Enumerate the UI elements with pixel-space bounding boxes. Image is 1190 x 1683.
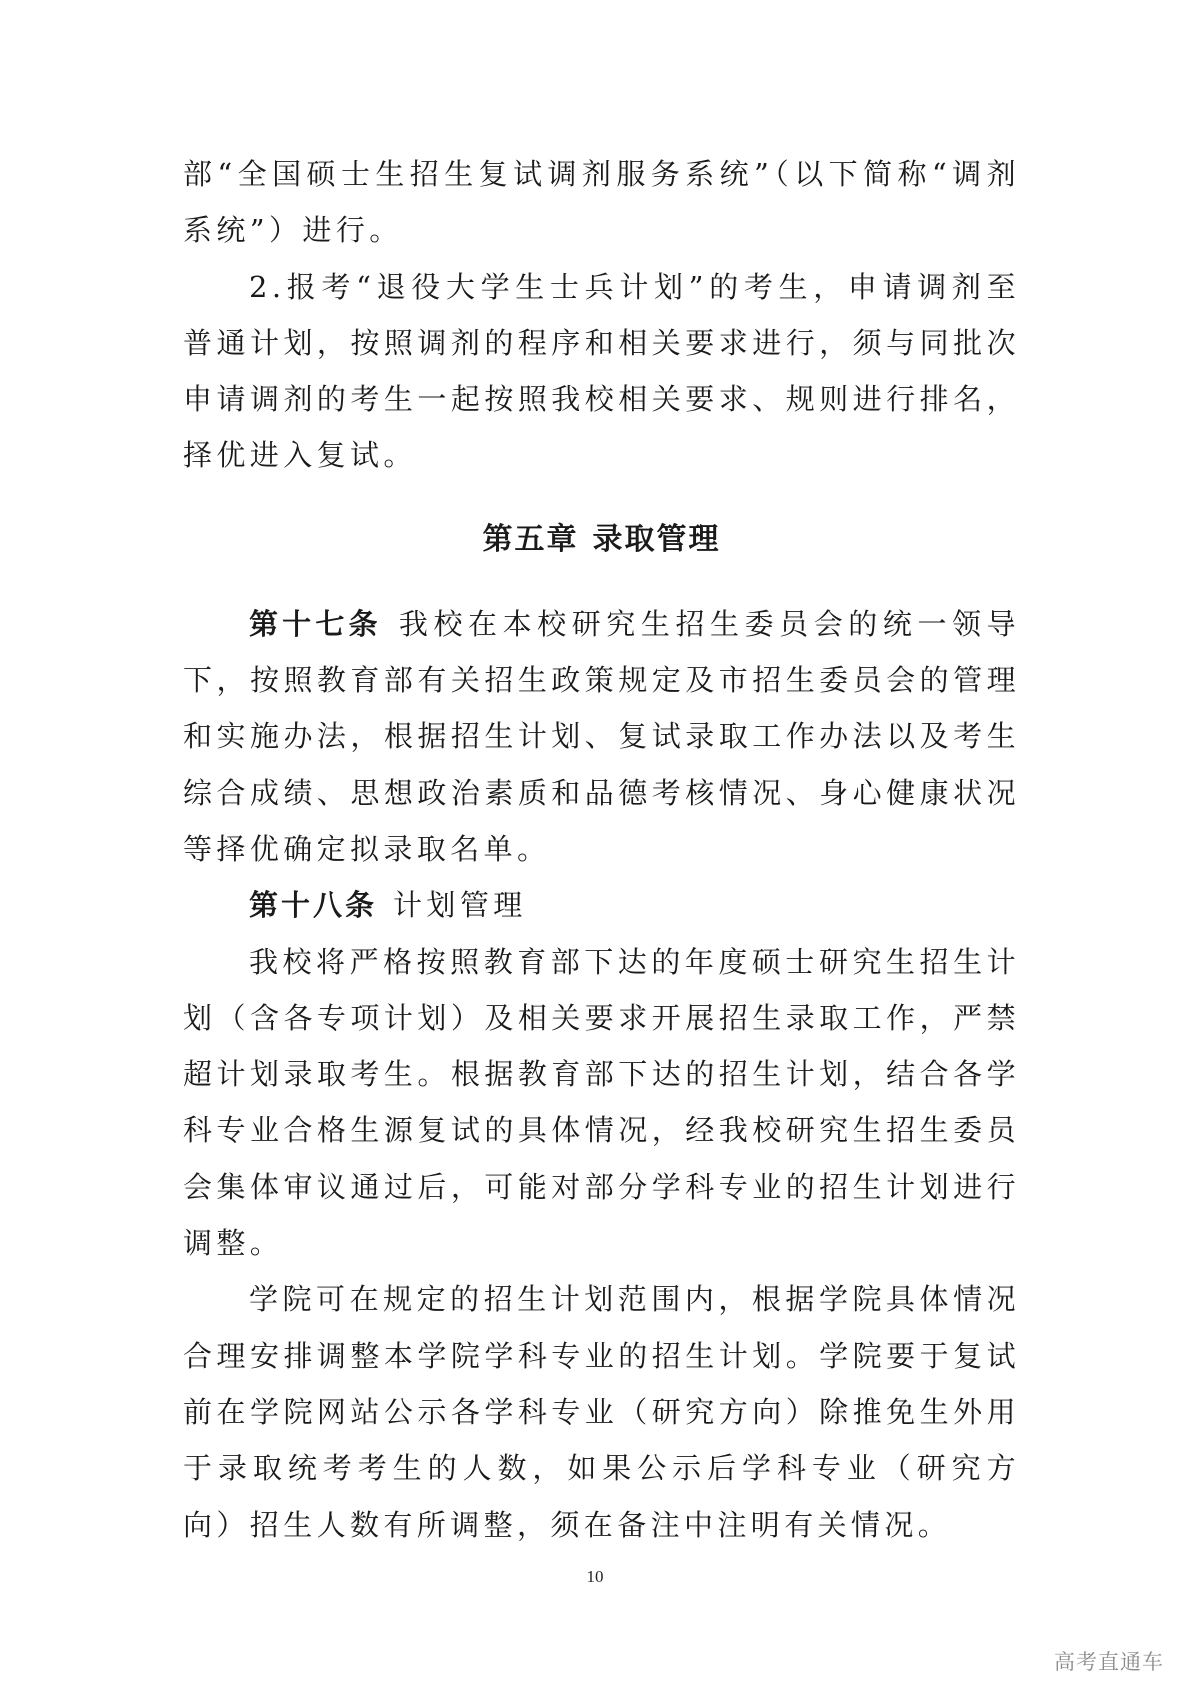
article-17-paragraph	[183, 596, 1020, 877]
article-17-title: 第十七条	[249, 606, 382, 641]
chapter-title: 录取管理	[592, 521, 721, 557]
article-18-heading	[183, 877, 1020, 933]
article-18-title: 第十八条	[249, 888, 378, 923]
article-18-subject: 计划管理	[393, 888, 527, 923]
chapter-heading	[183, 512, 1020, 568]
watermark-text: 高考直通车	[1054, 1650, 1164, 1674]
article-18-paragraph-2: 学院可在规定的招生计划范围内，根据学院具体情况合理安排调整本学院学科专业的招生计划。学院要于复试前在学院网站公示各学科专业（研究方向）除推免生外用于录取统考考生的人数，如果公示后学科专业（研究方向）招生人数有所调整，须在备注中注明有关情况。	[183, 1282, 1020, 1542]
page-number: 10	[586, 1567, 604, 1586]
paragraph-item-2: 2.报考“退役大学生士兵计划”的考生，申请调剂至普通计划，按照调剂的程序和相关要求进行，须与同批次申请调剂的考生一起按照我校相关要求、规则进行排名，择优进入复试。	[183, 269, 1020, 473]
chapter-number: 第五章	[482, 521, 579, 557]
article-18-paragraph-1: 我校将严格按照教育部下达的年度硕士研究生招生计划（含各专项计划）及相关要求开展招生录取工作，严禁超计划录取考生。根据教育部下达的招生计划，结合各学科专业合格生源复试的具体情况，经我校研究生招生委员会集体审议通过后，可能对部分学科专业的招生计划进行调整。	[183, 944, 1020, 1261]
article-17-body: 我校在本校研究生招生委员会的统一领导下，按照教育部有关招生政策规定及市招生委员会的管理和实施办法，根据招生计划、复试录取工作办法以及考生综合成绩、思想政治素质和品德考核情况、身心健康状况等择优确定拟录取名单。	[183, 606, 1020, 866]
page-body	[183, 146, 1020, 1553]
paragraph-continuation: 部“全国硕士生招生复试调剂服务系统”（以下简称“调剂系统”）进行。	[183, 157, 1020, 248]
